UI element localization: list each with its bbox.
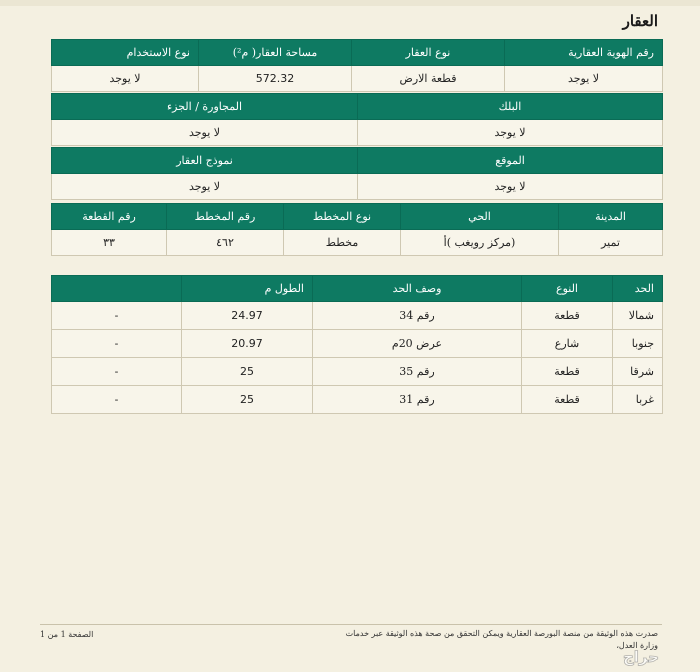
boundary-description: عرض 20م	[313, 330, 522, 358]
value-district: (مركز رويغب )أ	[401, 230, 559, 256]
top-band	[0, 0, 700, 6]
boundary-description: رقم 35	[313, 358, 522, 386]
boundary-length: 25	[182, 358, 313, 386]
boundary-type: شارع	[522, 330, 613, 358]
header-boundary-description: وصف الحد	[313, 276, 522, 302]
boundary-length: 24.97	[182, 302, 313, 330]
value-location: لا يوجد	[358, 174, 663, 200]
value-plot-number: ٣٣	[52, 230, 167, 256]
header-extra	[52, 276, 182, 302]
block-table	[51, 93, 663, 146]
boundary-type: قطعة	[522, 386, 613, 414]
boundary-direction: شرقا	[613, 358, 663, 386]
footer-divider	[40, 624, 662, 625]
header-usage-type: نوع الاستخدام	[52, 40, 199, 66]
svg-text:حراج: حراج	[622, 648, 660, 666]
header-neighborhood-part: المجاورة / الجزء	[52, 94, 358, 120]
boundary-direction: شمالا	[613, 302, 663, 330]
value-usage-type: لا يوجد	[52, 66, 199, 92]
haraj-watermark-logo	[606, 646, 676, 668]
value-neighborhood-part: لا يوجد	[52, 120, 358, 146]
boundary-description: رقم 31	[313, 386, 522, 414]
header-plan-number: رقم المخطط	[167, 204, 284, 230]
boundary-length: 20.97	[182, 330, 313, 358]
boundary-direction: جنوبا	[613, 330, 663, 358]
page-number: الصفحة 1 من 1	[40, 630, 94, 639]
value-property-model: لا يوجد	[52, 174, 358, 200]
boundary-type: قطعة	[522, 302, 613, 330]
value-city: تمير	[559, 230, 663, 256]
header-city: المدينة	[559, 204, 663, 230]
boundary-length: 25	[182, 386, 313, 414]
property-info-table	[51, 39, 663, 92]
value-property-type: قطعة الارض	[352, 66, 505, 92]
header-plan-type: نوع المخطط	[284, 204, 401, 230]
header-district: الحي	[401, 204, 559, 230]
boundaries-table	[51, 275, 663, 414]
boundary-direction: غربا	[613, 386, 663, 414]
header-length: الطول م	[182, 276, 313, 302]
plan-table	[51, 203, 663, 256]
boundary-extra: -	[52, 330, 182, 358]
table-row	[52, 302, 663, 330]
header-location: الموقع	[358, 148, 663, 174]
header-property-model: نموذج العقار	[52, 148, 358, 174]
header-boundary: الحد	[613, 276, 663, 302]
boundary-extra: -	[52, 302, 182, 330]
boundary-type: قطعة	[522, 358, 613, 386]
footer-disclaimer: صدرت هذه الوثيقة من منصة البورصة العقارية ويمكن التحقق من صحة هذه الوثيقة عبر خدمات وزارة العدل،	[345, 629, 658, 650]
boundary-extra: -	[52, 358, 182, 386]
boundary-description: رقم 34	[313, 302, 522, 330]
table-row	[52, 358, 663, 386]
value-plan-number: ٤٦٢	[167, 230, 284, 256]
header-property-id: رقم الهوية العقارية	[505, 40, 663, 66]
value-plan-type: مخطط	[284, 230, 401, 256]
value-property-area: 572.32	[199, 66, 352, 92]
header-boundary-type: النوع	[522, 276, 613, 302]
value-block: لا يوجد	[358, 120, 663, 146]
table-row	[52, 386, 663, 414]
header-plot-number: رقم القطعة	[52, 204, 167, 230]
header-property-area: مساحة العقار( م²)	[199, 40, 352, 66]
location-table	[51, 147, 663, 200]
header-block: البلك	[358, 94, 663, 120]
table-row	[52, 330, 663, 358]
boundary-extra: -	[52, 386, 182, 414]
header-property-type: نوع العقار	[352, 40, 505, 66]
value-property-id: لا يوجد	[505, 66, 663, 92]
section-title: العقار	[622, 12, 658, 30]
